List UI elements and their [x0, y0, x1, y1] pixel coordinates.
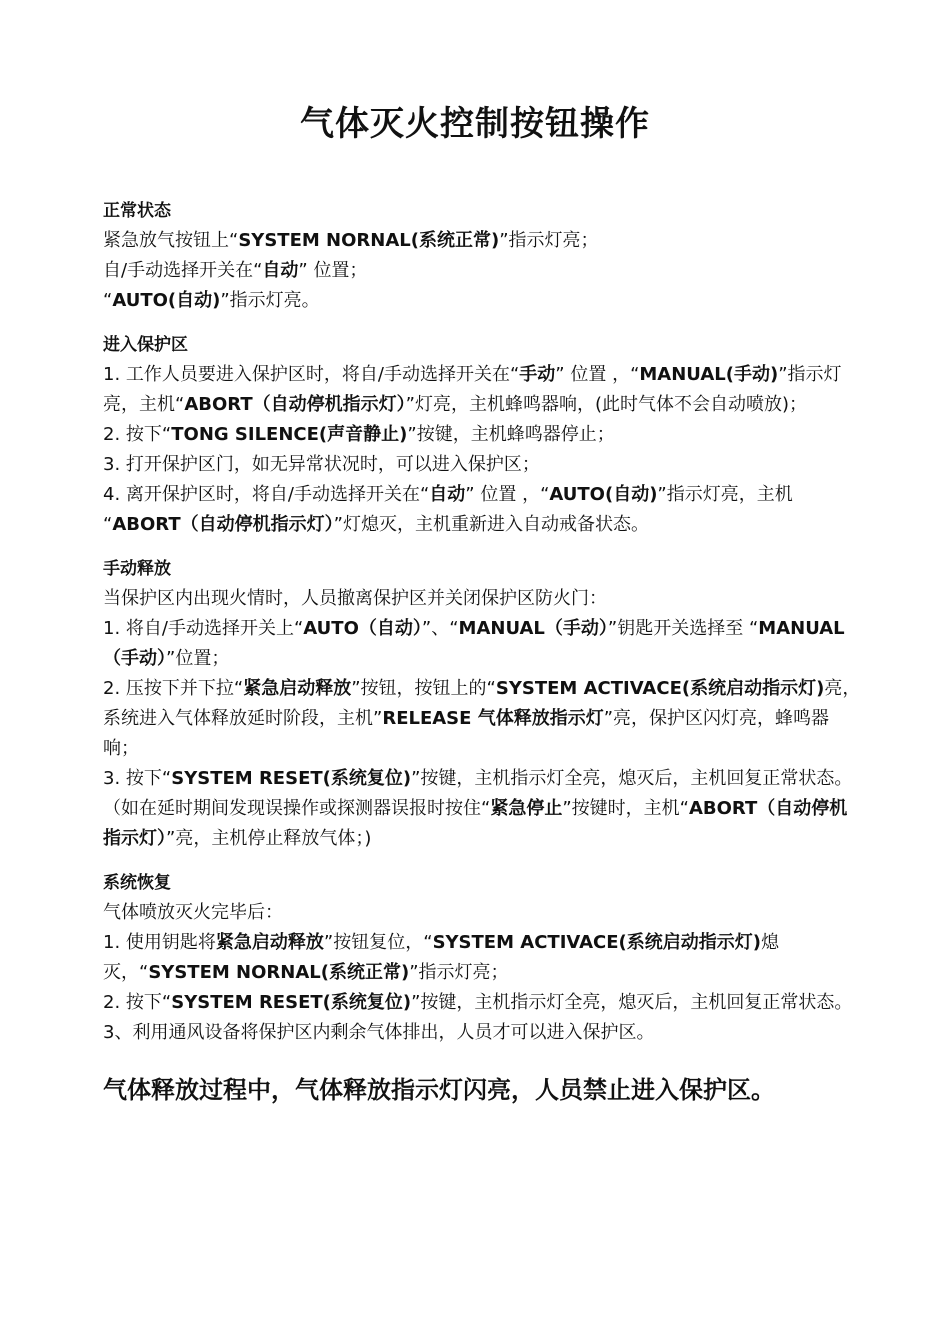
paragraph	[103, 226, 863, 256]
paragraph	[103, 584, 863, 614]
bold-text: MANUAL（手动）	[458, 618, 608, 639]
text-run: 2. 按下“	[103, 424, 172, 445]
text-run: ” 位置 ，“	[555, 364, 640, 385]
bold-text: SYSTEM ACTIVACE(系统启动指示灯)	[495, 678, 825, 699]
text-run: 3. 按下“	[103, 768, 172, 789]
text-run: （如在延时期间发现误操作或探测器误报时按住“	[103, 798, 491, 819]
bold-text: 自动	[262, 260, 299, 281]
bold-text: 紧急启动释放	[243, 678, 352, 699]
section	[103, 330, 863, 540]
section-heading: 系统恢复	[103, 873, 171, 893]
text-run: ”指示灯亮，主机“	[103, 364, 842, 415]
text-run: 2. 按下“	[103, 992, 172, 1013]
bold-text: SYSTEM RESET(系统复位)	[171, 992, 412, 1013]
paragraph	[103, 480, 863, 540]
text-run: ” 位置；	[298, 260, 368, 281]
bold-text: MANUAL(手动)	[639, 364, 779, 385]
text-run: ”灯亮，主机蜂鸣器响，(此时气体不会自动喷放)；	[405, 394, 807, 415]
text-run: ”指示灯亮；	[499, 230, 599, 251]
bold-text: AUTO(自动)	[112, 290, 221, 311]
text-run: 亮，系统进入气体释放延时阶段，主机”	[103, 678, 861, 729]
text-run: ”指示灯亮，主机 “	[103, 484, 793, 535]
section-heading: 手动释放	[103, 559, 171, 579]
paragraph	[103, 988, 863, 1018]
text-run: ”灯熄灭，主机重新进入自动戒备状态。	[333, 514, 649, 535]
bold-text: SYSTEM ACTIVACE(系统启动指示灯)	[432, 932, 761, 953]
bold-text: 自动	[429, 484, 466, 505]
bold-text: AUTO(自动)	[549, 484, 658, 505]
text-run: 3、利用通风设备将保护区内剩余气体排出，人员才可以进入保护区。	[103, 1022, 655, 1043]
text-run: 1. 将自/手动选择开关上“	[103, 618, 304, 639]
paragraph	[103, 794, 863, 854]
text-run: ”按钮复位，“	[323, 932, 433, 953]
section-heading: 正常状态	[103, 201, 171, 221]
text-run: ”指示灯亮；	[409, 962, 509, 983]
section	[103, 868, 863, 1048]
text-run: 3. 打开保护区门，如无异常状况时，可以进入保护区；	[103, 454, 540, 475]
text-run: 熄灭，“	[103, 932, 779, 983]
paragraph	[103, 764, 863, 794]
paragraph	[103, 898, 863, 928]
paragraph	[103, 614, 863, 674]
bold-text: TONG SILENCE(声音静止)	[171, 424, 408, 445]
paragraph	[103, 286, 863, 316]
bold-text: AUTO（自动）	[303, 618, 422, 639]
text-run: ”、“	[421, 618, 459, 639]
paragraph	[103, 674, 863, 764]
section-heading: 进入保护区	[103, 335, 188, 355]
bold-text: 紧急停止	[490, 798, 563, 819]
bold-text: SYSTEM NORNAL(系统正常)	[238, 230, 500, 251]
text-run: ”按键，主机蜂鸣器停止；	[407, 424, 615, 445]
bold-text: SYSTEM NORNAL(系统正常)	[148, 962, 410, 983]
paragraph	[103, 450, 863, 480]
text-run: ”亮，保护区闪灯亮，蜂鸣器响；	[103, 708, 830, 759]
bold-text: 紧急启动释放	[215, 932, 324, 953]
text-run: ”按键，主机指示灯全亮，熄灭后，主机回复正常状态。	[411, 992, 853, 1013]
text-run: 1. 使用钥匙将	[103, 932, 216, 953]
text-run: ”钥匙开关选择至 “	[607, 618, 759, 639]
bold-text: ABORT（自动停机指示灯）	[103, 798, 848, 849]
text-run: 2. 压按下并下拉“	[103, 678, 244, 699]
text-run: 紧急放气按钮上“	[103, 230, 239, 251]
section	[103, 196, 863, 316]
paragraph	[103, 1018, 863, 1048]
bold-text: ABORT（自动停机指示灯）	[112, 514, 334, 535]
safety-warning: 气体释放过程中，气体释放指示灯闪亮，人员禁止进入保护区。	[103, 1076, 775, 1104]
text-run: ”位置；	[166, 648, 230, 669]
text-run: 4. 离开保护区时，将自/手动选择开关在“	[103, 484, 430, 505]
bold-text: RELEASE 气体释放指示灯	[382, 708, 604, 729]
paragraph	[103, 420, 863, 450]
document-body	[103, 196, 863, 1108]
text-run: ”指示灯亮。	[220, 290, 320, 311]
bold-text: MANUAL（手动）	[103, 618, 845, 669]
paragraph	[103, 256, 863, 286]
text-run: ”按键，主机指示灯全亮，熄灭后，主机回复正常状态。	[411, 768, 853, 789]
text-run: “	[103, 290, 113, 311]
document-title: 气体灭火控制按钮操作	[300, 104, 650, 144]
text-run: ” 位置 ，“	[465, 484, 550, 505]
paragraph	[103, 360, 863, 420]
section	[103, 554, 863, 854]
text-run: ”亮，主机停止释放气体；)	[166, 828, 372, 849]
text-run: 1. 工作人员要进入保护区时，将自/手动选择开关在“	[103, 364, 520, 385]
text-run: ”按钮，按钮上的“	[351, 678, 496, 699]
bold-text: ABORT（自动停机指示灯）	[184, 394, 406, 415]
text-run: 自/手动选择开关在“	[103, 260, 263, 281]
bold-text: SYSTEM RESET(系统复位)	[171, 768, 412, 789]
paragraph	[103, 928, 863, 988]
text-run: 当保护区内出现火情时，人员撤离保护区并关闭保护区防火门：	[103, 588, 607, 609]
bold-text: 手动	[519, 364, 556, 385]
text-run: 气体喷放灭火完毕后：	[103, 902, 283, 923]
text-run: ”按键时，主机“	[562, 798, 689, 819]
